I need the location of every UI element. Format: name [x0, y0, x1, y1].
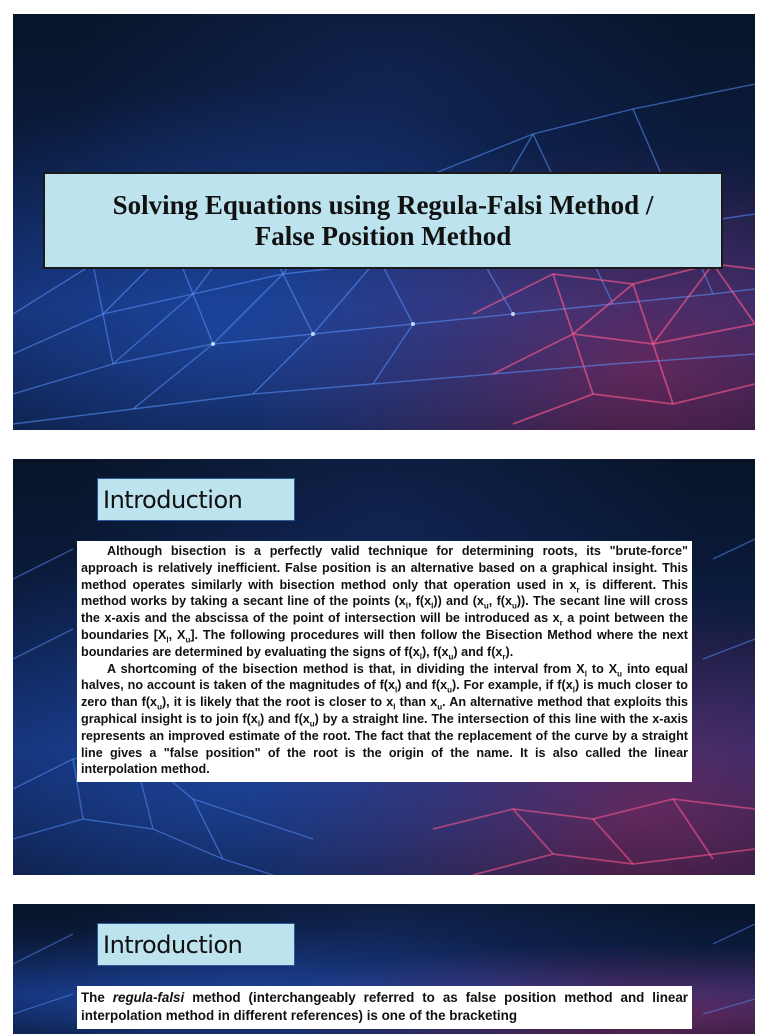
- section-heading-box: [97, 478, 295, 521]
- regula-falsi-text-box: [77, 986, 692, 1029]
- section-heading: Introduction: [103, 485, 243, 514]
- title-line-1: Solving Equations using Regula-Falsi Method /: [112, 189, 654, 220]
- section-heading: Introduction: [103, 930, 243, 959]
- slide-title: [13, 14, 755, 430]
- section-heading-box: [97, 923, 295, 966]
- slide-title-text: [113, 190, 654, 252]
- title-box: [43, 172, 723, 269]
- regula-falsi-paragraph: The regula-falsi method (interchangeably referred to as false position method and linear interpolation method in different references) is one of the bracketing: [81, 990, 689, 1023]
- slide-introduction: [13, 459, 755, 875]
- title-line-2: False Position Method: [254, 220, 512, 251]
- introduction-text-box: [77, 541, 692, 782]
- intro-paragraph-2: A shortcoming of the bisection method is that, in dividing the interval from $X_l$ to $X_u$ into equal halves, no account is taken of the magnitudes of $f(x_l)$ and $f(x_u)$. For example, if $f(x_l)$ is much closer to zero than $f(x_u)$, it is likely that the root is closer to $x_l$ than $x_u$. An alternative method that exploits this graphical insight is to join $f(x_l)$ and $f(x_u)$ by a straight line. The intersection of this line with the x-axis represents an improved estimate of the root. The fact that the replacement of the curve by a straight line gives a "false position" of the root is the origin of the name. It is also called the linear interpolation method.: [81, 661, 689, 777]
- intro-paragraph-1: Although bisection is a perfectly valid technique for determining roots, its "brute-force" approach is relatively inefficient. False position is an alternative based on a graphical insight. This method operates similarly with bisection method only that operation used in $x_r$ is different. This method works by taking a secant line of the points ($x_l$, $f(x_l)$) and ($x_u$, $f(x_u)$). The secant line will cross the x-axis and the abscissa of the point of intersection will be introduced as $x_r$ a point between the boundaries [$X_l$, $X_u$]. The following procedures will then follow the Bisection Method where the next boundaries are determined by evaluating the signs of $f(x_l)$, $f(x_u)$ and $f(x_r)$.: [81, 544, 688, 662]
- slide-introduction-2: [13, 904, 755, 1034]
